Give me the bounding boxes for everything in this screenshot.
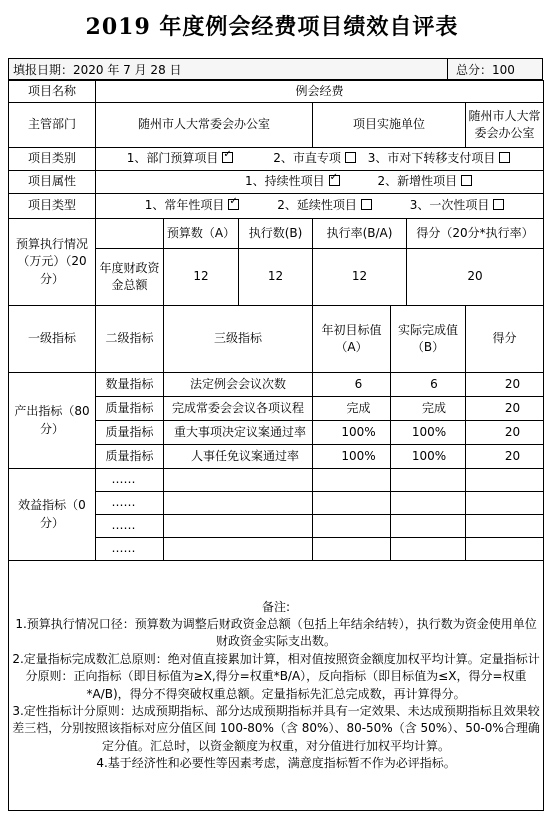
fill-date: 填报日期：2020 年 7 月 28 日 bbox=[13, 63, 182, 77]
category-opt3-label: 3、市对下转移支付项目 bbox=[367, 151, 496, 166]
note-item-1: 1.预算执行情况口径：预算数为调整后财政资金总额（包括上年结余结转），执行数为资金使用单位财政资金实际支出数。 bbox=[15, 616, 537, 649]
benefit-row-ellipsis: …… bbox=[96, 492, 164, 515]
budget-score-value: 20 bbox=[407, 249, 544, 306]
impl-label: 项目实施单位 bbox=[313, 103, 466, 148]
table-cell-empty bbox=[391, 515, 466, 538]
table-cell-empty bbox=[164, 538, 313, 561]
indicator-header-level2: 二级指标 bbox=[96, 306, 164, 373]
table-row-level3: 人事任免议案通过率 bbox=[164, 445, 313, 469]
table-row-level2: 质量指标 bbox=[96, 445, 164, 469]
dept-value: 随州市人大常委会办公室 bbox=[96, 103, 313, 148]
table-row-score: 20 bbox=[466, 397, 544, 421]
attribute-opt2-label: 2、新增性项目 bbox=[377, 174, 458, 189]
table-cell-empty bbox=[391, 538, 466, 561]
table-row-actual: 6 bbox=[391, 373, 466, 397]
budget-header-blank bbox=[96, 219, 164, 249]
table-row-target: 完成 bbox=[313, 397, 391, 421]
form-title: 2019 年度例会经费项目绩效自评表 bbox=[85, 14, 459, 40]
type-options bbox=[96, 194, 544, 219]
table-cell-empty bbox=[466, 538, 544, 561]
project-name-value: 例会经费 bbox=[96, 81, 544, 103]
checkbox-empty-icon[interactable] bbox=[493, 199, 504, 210]
budget-header-score: 得分（20分*执行率） bbox=[407, 219, 544, 249]
note-item-2: 2.定量指标完成数汇总原则：绝对值直接累加计算，相对值按照资金额度加权平均计算。定量指标计分原则：正向指标（即目标值为≥X,得分=权重*B/A），反向指标（即目标值为≤X，得分=权重*A/B)，得分不得突破权重总额。定量指标先汇总完成数，再计算得分。 bbox=[12, 651, 540, 701]
output-indicator-label: 产出指标（80分） bbox=[9, 373, 96, 469]
category-opt1-label: 1、部门预算项目 bbox=[126, 151, 219, 166]
checkbox-empty-icon[interactable] bbox=[499, 152, 510, 163]
category-options bbox=[96, 148, 544, 171]
type-label: 项目类型 bbox=[9, 194, 96, 219]
note-item-4: 4.基于经济性和必要性等因素考虑，满意度指标暂不作为必评指标。 bbox=[96, 756, 456, 771]
attribute-opt1-label: 1、持续性项目 bbox=[244, 174, 325, 189]
table-row-score: 20 bbox=[466, 421, 544, 445]
indicator-header-score: 得分 bbox=[466, 306, 544, 373]
budget-header-budget: 预算数（A） bbox=[164, 219, 239, 249]
notes-section bbox=[9, 561, 544, 811]
indicator-header-level3: 三级指标 bbox=[164, 306, 313, 373]
checkbox-empty-icon[interactable] bbox=[345, 152, 356, 163]
indicator-header-level1: 一级指标 bbox=[9, 306, 96, 373]
type-opt3-label: 3、一次性项目 bbox=[409, 198, 490, 213]
benefit-row-ellipsis: …… bbox=[96, 538, 164, 561]
table-cell-empty bbox=[164, 515, 313, 538]
table-row-score: 20 bbox=[466, 445, 544, 469]
table-row-level3: 法定例会会议次数 bbox=[164, 373, 313, 397]
table-row-actual: 100% bbox=[391, 421, 466, 445]
table-cell-empty bbox=[391, 492, 466, 515]
category-opt2-label: 2、市直专项 bbox=[273, 151, 341, 166]
checkbox-checked-icon[interactable] bbox=[228, 199, 239, 210]
table-row-score: 20 bbox=[466, 373, 544, 397]
budget-row-label: 年度财政资金总额 bbox=[96, 249, 164, 306]
type-opt1-label: 1、常年性项目 bbox=[144, 198, 225, 213]
table-cell-empty bbox=[466, 515, 544, 538]
indicator-header-actual: 实际完成值（B） bbox=[391, 306, 466, 373]
table-row-level3: 重大事项决定议案通过率 bbox=[164, 421, 313, 445]
benefit-row-ellipsis: …… bbox=[96, 515, 164, 538]
type-opt2-label: 2、延续性项目 bbox=[277, 198, 357, 213]
total-score-cell bbox=[447, 59, 542, 79]
category-label: 项目类别 bbox=[9, 148, 96, 171]
table-row-level2: 质量指标 bbox=[96, 421, 164, 445]
benefit-row-ellipsis: …… bbox=[96, 469, 164, 492]
table-cell-empty bbox=[466, 492, 544, 515]
budget-section-label: 预算执行情况（万元）（20分） bbox=[9, 219, 96, 306]
note-item-3: 3.定性指标计分原则：达成预期指标、部分达成预期指标并具有一定效果、未达成预期指标且效果较差三档，分别按照该指标对应分值区间 100-80%（含 80%）、80-50%（含 50%）、50-0%合理确定分值。汇总时，以资金额度为权重，对分值进行加权平均计算。 bbox=[12, 703, 540, 753]
table-row-level2: 质量指标 bbox=[96, 397, 164, 421]
table-row-actual: 100% bbox=[391, 445, 466, 469]
table-row-level2: 数量指标 bbox=[96, 373, 164, 397]
table-row-target: 6 bbox=[313, 373, 391, 397]
table-cell-empty bbox=[164, 492, 313, 515]
dept-label: 主管部门 bbox=[9, 103, 96, 148]
rate-value: 12 bbox=[313, 249, 407, 306]
impl-value: 随州市人大常委会办公室 bbox=[466, 103, 544, 148]
notes-title: 备注: bbox=[262, 599, 291, 614]
checkbox-empty-icon[interactable] bbox=[461, 175, 472, 186]
checkbox-checked-icon[interactable] bbox=[329, 175, 340, 186]
table-cell-empty bbox=[391, 469, 466, 492]
table-cell-empty bbox=[313, 492, 391, 515]
budget-header-exec: 执行数(B) bbox=[239, 219, 313, 249]
table-cell-empty bbox=[466, 469, 544, 492]
checkbox-empty-icon[interactable] bbox=[361, 199, 372, 210]
project-name-label: 项目名称 bbox=[9, 81, 96, 103]
benefit-indicator-label: 效益指标（0分） bbox=[9, 469, 96, 561]
budget-header-rate: 执行率(B/A) bbox=[313, 219, 407, 249]
evaluation-table bbox=[8, 80, 544, 811]
total-score: 总分：100 bbox=[456, 63, 515, 77]
table-row-target: 100% bbox=[313, 445, 391, 469]
meta-bar bbox=[8, 58, 543, 80]
table-row-level3: 完成常委会会议各项议程 bbox=[164, 397, 313, 421]
checkbox-checked-icon[interactable] bbox=[222, 152, 233, 163]
attribute-options bbox=[96, 171, 544, 194]
table-row-actual: 完成 bbox=[391, 397, 466, 421]
table-cell-empty bbox=[313, 538, 391, 561]
attribute-label: 项目属性 bbox=[9, 171, 96, 194]
table-row-target: 100% bbox=[313, 421, 391, 445]
table-cell-empty bbox=[313, 469, 391, 492]
table-cell-empty bbox=[313, 515, 391, 538]
table-cell-empty bbox=[164, 469, 313, 492]
exec-value: 12 bbox=[239, 249, 313, 306]
budget-value: 12 bbox=[164, 249, 239, 306]
indicator-header-target: 年初目标值（A） bbox=[313, 306, 391, 373]
